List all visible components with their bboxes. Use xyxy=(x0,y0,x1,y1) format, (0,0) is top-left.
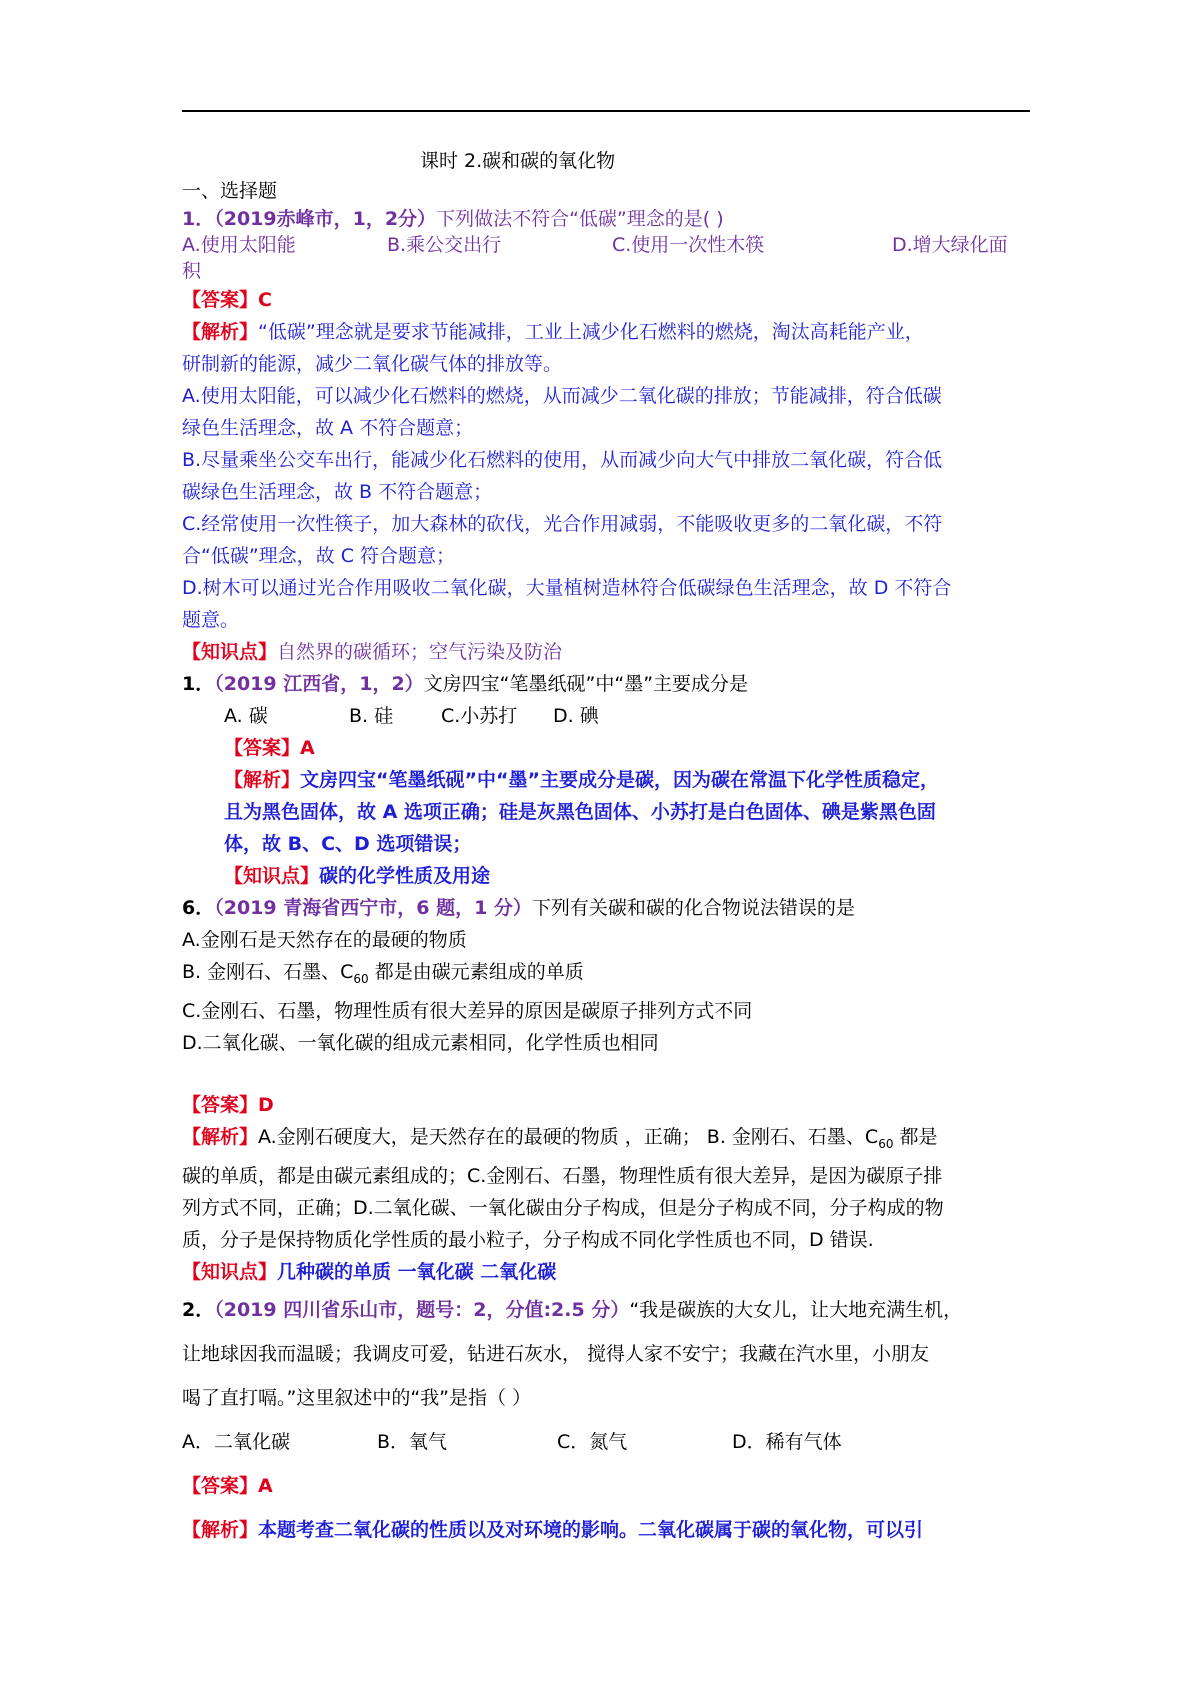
analysis-line: 绿色生活理念，故 A 不符合题意； xyxy=(182,417,474,439)
analysis-label: 【解析】 xyxy=(224,769,301,791)
question-3 xyxy=(182,892,1032,924)
analysis-line: 碳绿色生活理念，故 B 不符合题意； xyxy=(182,481,493,503)
question-stem: 喝了直打嗝。”这里叙述中的“我”是指（ ） xyxy=(182,1386,532,1409)
kp-label: 【知识点】 xyxy=(224,865,320,887)
option-a: A.金刚石是天然存在的最硬的物质 xyxy=(182,929,467,951)
knowledge-point xyxy=(182,636,1032,668)
option-b: B．氧气 xyxy=(377,1430,448,1453)
answer-value: C xyxy=(258,289,272,311)
question-stem: 让地球因我而温暖；我调皮可爱，钻进石灰水， 搅得人家不安宁；我藏在汽水里，小朋友 xyxy=(182,1342,930,1365)
question-4 xyxy=(182,1288,1032,1552)
analysis-line: 且为黑色固体，故 A 选项正确；硅是灰黑色固体、小苏打是白色固体、碘是紫黑色固 xyxy=(224,801,936,823)
analysis-block xyxy=(182,1121,1032,1256)
analysis-line: C.经常使用一次性筷子，加大森林的砍伐，光合作用减弱，不能吸收更多的二氧化碳，不符 xyxy=(182,513,943,535)
option-c: C.金刚石、石墨，物理性质有很大差异的原因是碳原子排列方式不同 xyxy=(182,999,753,1022)
option-d: D.增大绿化面 xyxy=(892,234,1008,256)
analysis-line: 合“低碳”理念，故 C 符合题意； xyxy=(182,545,456,567)
option-c: C．氮气 xyxy=(557,1430,628,1453)
header-rule xyxy=(182,110,1030,112)
answer-label: 【答案】 xyxy=(182,289,259,311)
analysis-line: 质，分子是保持物质化学性质的最小粒子，分子构成不同化学性质也不同，D 错误. xyxy=(182,1228,874,1251)
options-row xyxy=(182,700,1032,732)
kp-text: 几种碳的单质 一氧化碳 二氧化碳 xyxy=(277,1260,557,1283)
kp-text: 碳的化学性质及用途 xyxy=(319,865,491,887)
answer-label: 【答案】 xyxy=(182,1093,259,1116)
question-source: （2019 四川省乐山市，题号：2，分值:2.5 分） xyxy=(214,1298,630,1321)
question-number: 6． xyxy=(182,897,215,919)
question-stem: 下列有关碳和碳的化合物说法错误的是 xyxy=(531,897,855,919)
question-source: （2019 江西省，1，2） xyxy=(214,673,424,695)
options-row xyxy=(182,232,1032,258)
answer-value: D xyxy=(258,1093,274,1116)
analysis-line: B.尽量乘坐公交车出行，能减少化石燃料的使用，从而减少向大气中排放二氧化碳，符合低 xyxy=(182,449,943,471)
question-stem: “我是碳族的大女儿，让大地充满生机， xyxy=(629,1298,963,1321)
subscript: 60 xyxy=(353,971,369,986)
analysis-label: 【解析】 xyxy=(182,321,259,343)
option-b: B. 硅 xyxy=(349,705,394,727)
question-stem: 文房四宝“笔墨纸砚”中“墨”主要成分是 xyxy=(423,673,749,695)
question-2 xyxy=(182,668,1032,700)
option-wrap: 积 xyxy=(182,260,202,282)
document-page xyxy=(182,148,1032,1552)
option-c: C.使用一次性木筷 xyxy=(612,234,765,256)
analysis-block xyxy=(182,316,1032,636)
answer-value: A xyxy=(258,1474,273,1497)
page-title: 课时 2.碳和碳的氧化物 xyxy=(420,150,616,172)
analysis-line: 列方式不同，正确；D.二氧化碳、一氧化碳由分子构成，但是分子构成不同，分子构成的物 xyxy=(182,1196,944,1219)
question-source: （2019赤峰市，1，2分） xyxy=(214,208,437,230)
analysis-line: “低碳”理念就是要求节能减排，工业上减少化石燃料的燃烧，淘汰高耗能产业， xyxy=(258,321,924,343)
kp-text: 自然界的碳循环；空气污染及防治 xyxy=(277,641,563,663)
question-number: 2． xyxy=(182,1298,215,1321)
answer-line xyxy=(182,732,1032,764)
answer-line xyxy=(182,1089,1032,1121)
question-source: （2019 青海省西宁市，6 题，1 分） xyxy=(214,897,532,919)
subscript: 60 xyxy=(878,1136,894,1151)
question-1 xyxy=(182,206,1032,232)
kp-label: 【知识点】 xyxy=(182,641,278,663)
knowledge-point xyxy=(182,860,1032,892)
question-stem: 下列做法不符合“低碳”理念的是( ) xyxy=(436,208,724,230)
option-c: C.小苏打 xyxy=(441,705,518,727)
option-a: A. 碳 xyxy=(224,705,268,727)
option-a: A．二氧化碳 xyxy=(182,1430,290,1453)
question-number: 1． xyxy=(182,673,215,695)
option-d: D. 碘 xyxy=(553,705,599,727)
knowledge-point xyxy=(182,1256,1032,1288)
analysis-text: 本题考查二氧化碳的性质以及对环境的影响。二氧化碳属于碳的氧化物，可以引 xyxy=(258,1518,924,1541)
option-b xyxy=(182,956,1032,995)
option-d: D．稀有气体 xyxy=(732,1430,842,1453)
answer-line xyxy=(182,284,1032,316)
answer-line xyxy=(182,1464,1032,1508)
option-d: D.二氧化碳、一氧化碳的组成元素相同，化学性质也相同 xyxy=(182,1031,659,1054)
analysis-line: D.树木可以通过光合作用吸收二氧化碳，大量植树造林符合低碳绿色生活理念，故 D 不符合 xyxy=(182,577,952,599)
analysis-line: 研制新的能源，减少二氧化碳气体的排放等。 xyxy=(182,353,563,375)
section-heading: 一、选择题 xyxy=(182,180,278,202)
analysis-line: 体，故 B、C、D 选项错误； xyxy=(224,833,472,855)
analysis-line: 碳的单质，都是由碳元素组成的；C.金刚石、石墨，物理性质有很大差异，是因为碳原子排 xyxy=(182,1164,943,1187)
analysis-line xyxy=(182,1508,1032,1552)
answer-label: 【答案】 xyxy=(224,737,301,759)
kp-label: 【知识点】 xyxy=(182,1260,278,1283)
analysis-line: 文房四宝“笔墨纸砚”中“墨”主要成分是碳，因为碳在常温下化学性质稳定， xyxy=(300,769,939,791)
answer-label: 【答案】 xyxy=(182,1474,259,1497)
option-text: B. 金刚石、石墨、C xyxy=(182,961,354,983)
analysis-line: 都是 xyxy=(893,1125,938,1148)
answer-value: A xyxy=(300,737,315,759)
analysis-line: A.金刚石硬度大，是天然存在的最硬的物质 ，正确； B. 金刚石、石墨、C xyxy=(258,1125,879,1148)
analysis-block xyxy=(182,764,1032,860)
analysis-line: A.使用太阳能，可以减少化石燃料的燃烧，从而减少二氧化碳的排放；节能减排，符合低碳 xyxy=(182,385,942,407)
analysis-line: 题意。 xyxy=(182,609,240,631)
option-b: B.乘公交出行 xyxy=(387,234,502,256)
options-row xyxy=(182,1420,1032,1464)
analysis-label: 【解析】 xyxy=(182,1518,259,1541)
analysis-label: 【解析】 xyxy=(182,1125,259,1148)
question-number: 1． xyxy=(182,208,215,230)
option-a: A.使用太阳能 xyxy=(182,234,296,256)
option-text: 都是由碳元素组成的单质 xyxy=(368,961,584,983)
